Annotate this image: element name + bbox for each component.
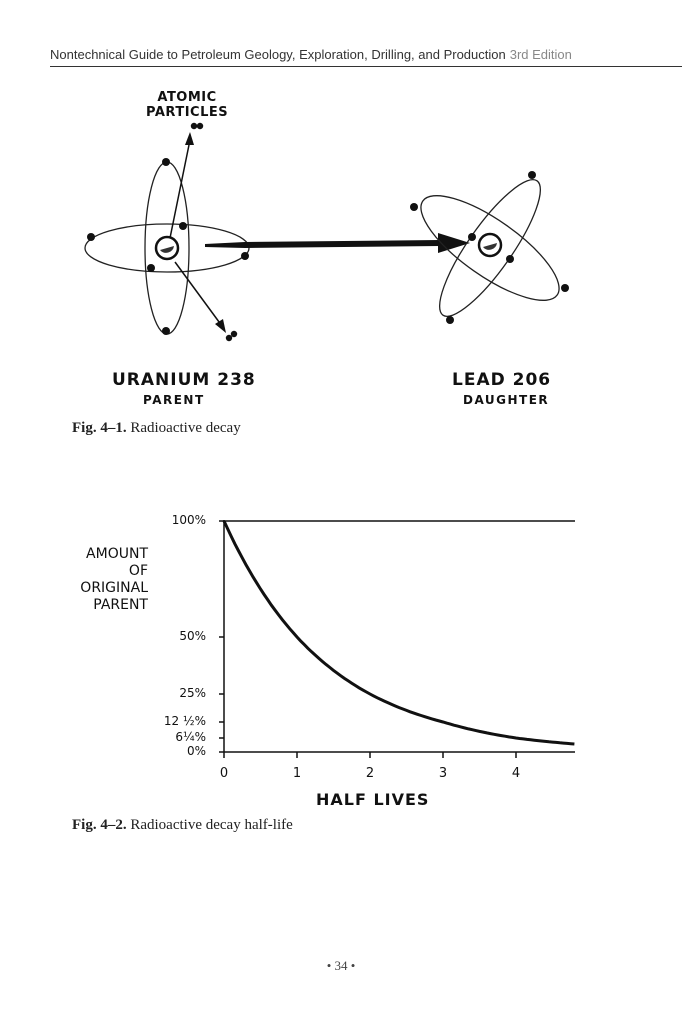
decay-curve bbox=[224, 521, 574, 744]
x-axis-title: HALF LIVES bbox=[316, 790, 430, 809]
y-tick-label: 25% bbox=[179, 686, 206, 700]
atomic-particles-label: ATOMIC PARTICLES bbox=[146, 90, 229, 120]
header-edition: 3rd Edition bbox=[509, 47, 572, 62]
y-tick-label: 100% bbox=[171, 513, 206, 527]
figure1-caption: Fig. 4–1. Radioactive decay bbox=[72, 420, 241, 436]
header-title: Nontechnical Guide to Petroleum Geology, Exploration, Drilling, and Production bbox=[50, 47, 506, 62]
x-tick-label: 0 bbox=[219, 766, 229, 781]
y-tick-label: 0% bbox=[186, 744, 206, 758]
y-axis-title: AMOUNT OF ORIGINAL PARENT bbox=[80, 546, 148, 613]
page-number: • 34 • bbox=[326, 958, 356, 973]
daughter-name: LEAD 206 bbox=[452, 370, 552, 390]
x-tick-label: 4 bbox=[511, 766, 521, 781]
daughter-role: DAUGHTER bbox=[463, 393, 550, 407]
y-tick-label: 50% bbox=[179, 629, 206, 643]
y-tick-label: 6¼% bbox=[175, 730, 206, 744]
parent-role: PARENT bbox=[143, 393, 205, 407]
x-tick-label: 3 bbox=[438, 766, 448, 781]
y-tick-label: 12 ½% bbox=[163, 714, 206, 728]
x-tick-label: 2 bbox=[365, 766, 375, 781]
parent-name: URANIUM 238 bbox=[112, 370, 256, 390]
x-tick-label: 1 bbox=[292, 766, 302, 781]
figure2-caption: Fig. 4–2. Radioactive decay half-life bbox=[72, 817, 293, 833]
